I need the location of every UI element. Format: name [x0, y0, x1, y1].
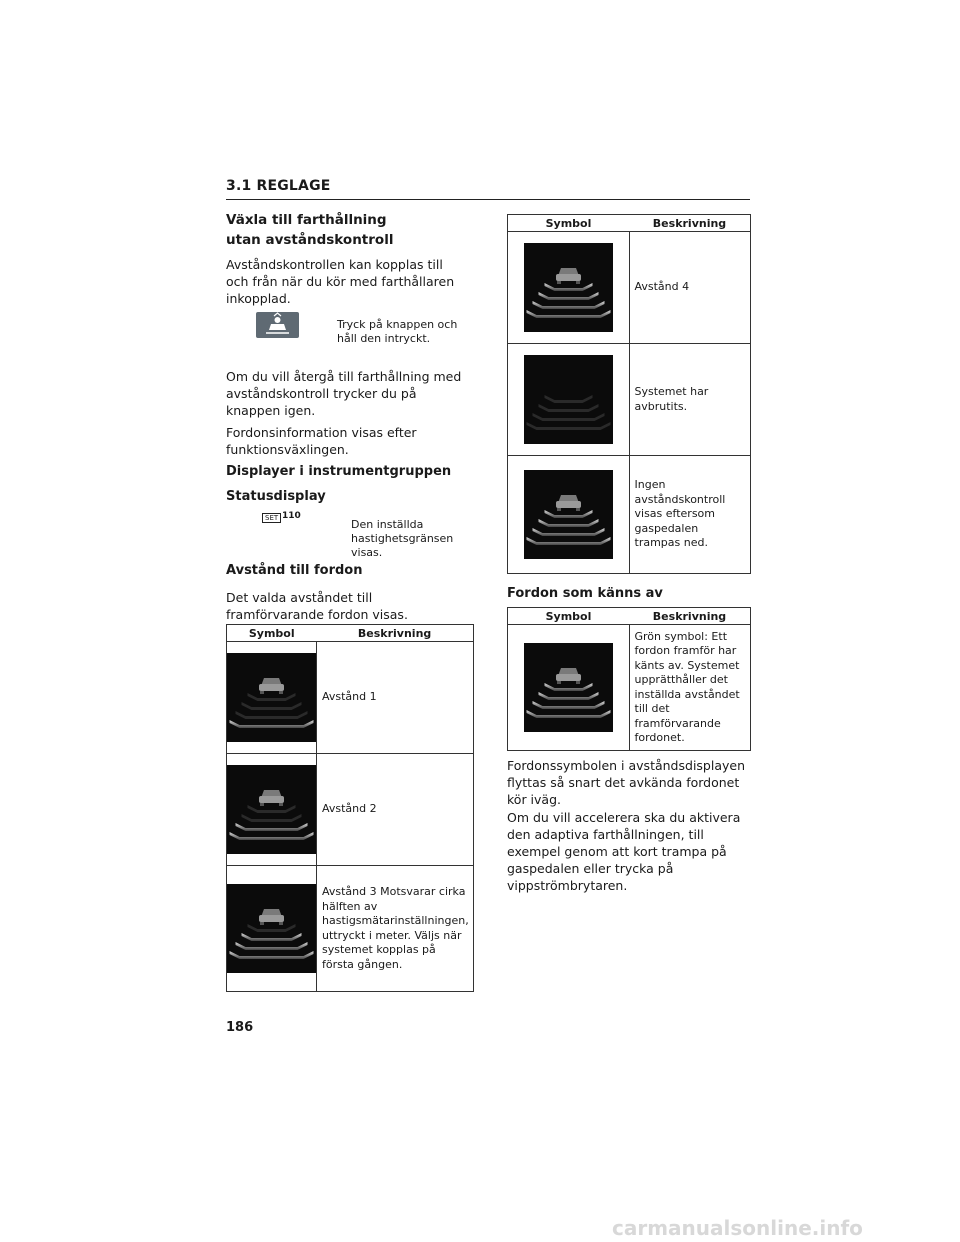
table-row — [227, 866, 474, 992]
heading-detected: Fordon som känns av — [507, 586, 663, 601]
distance-table-right — [507, 214, 751, 574]
status-desc: Den inställda hastighetsgränsen visas. — [351, 518, 454, 559]
distance-symbol-3 — [227, 884, 316, 973]
table-row — [227, 754, 474, 866]
distance-symbol-2 — [227, 765, 316, 854]
row-desc: Avstånd 1 — [317, 642, 474, 754]
section-header: 3.1 REGLAGE — [226, 178, 331, 194]
heading-displays: Displayer i instrumentgruppen — [226, 464, 452, 479]
row-desc: Grön symbol: Ett fordon framför har känts av. Systemet upprätthåller det inställda avståndet till det framförvarande fordonet. — [629, 625, 751, 751]
row-desc: Ingen avståndskontroll visas eftersom gaspedalen trampas ned. — [629, 456, 751, 574]
press-hold-text: Tryck på knappen och håll den intryckt. — [337, 318, 458, 345]
table-row — [508, 344, 751, 456]
row-desc: Systemet har avbrutits. — [629, 344, 751, 456]
row-desc: Avstånd 3 Motsvarar cirka hälften av hastigsmätarinställningen, uttryckt i meter. Väljs när systemet kopplas på första gången. — [317, 866, 474, 992]
col-symbol: Symbol — [227, 625, 317, 642]
page-number: 186 — [226, 1020, 254, 1035]
table-row — [508, 232, 751, 344]
heading-distance: Avstånd till fordon — [226, 563, 363, 578]
distance-button-icon — [256, 312, 299, 338]
distance-symbol-4 — [524, 243, 613, 332]
set-badge: SET — [262, 513, 281, 523]
para-moves: Fordonssymbolen i avståndsdisplayen flyttas så snart det avkända fordonet kör iväg. — [507, 758, 746, 807]
footer-watermark: carmanualsonline.info — [612, 1216, 863, 1240]
distance-symbol-aborted — [524, 355, 613, 444]
para-return: Om du vill återgå till farthållning med avståndskontroll trycker du på knappen igen. — [226, 369, 462, 418]
table-row — [508, 456, 751, 574]
para-accel: Om du vill accelerera ska du aktivera den adaptiva farthållningen, till exempel genom att kort trampa på gaspedalen eller trycka på vippströmbrytaren. — [507, 810, 741, 893]
heading-switch-cruise: Växla till farthållning utan avståndskontroll — [226, 212, 394, 248]
row-desc: Avstånd 2 — [317, 754, 474, 866]
para-switch: Avståndskontrollen kan kopplas till och från när du kör med farthållaren inkopplad. — [226, 257, 455, 306]
col-description: Beskrivning — [629, 608, 751, 625]
distance-table-left — [226, 624, 474, 992]
col-symbol: Symbol — [508, 215, 630, 232]
row-desc: Avstånd 4 — [629, 232, 751, 344]
detected-vehicle-symbol — [524, 643, 613, 732]
distance-symbol-overridden — [524, 470, 613, 559]
col-description: Beskrivning — [317, 625, 474, 642]
col-description: Beskrivning — [629, 215, 751, 232]
para-distance: Det valda avståndet till framförvarande fordon visas. — [226, 590, 408, 622]
detected-table — [507, 607, 751, 751]
table-row — [508, 625, 751, 751]
para-info: Fordonsinformation visas efter funktionsväxlingen. — [226, 425, 417, 457]
distance-symbol-1 — [227, 653, 316, 742]
col-symbol: Symbol — [508, 608, 630, 625]
set-speed-value: 110 — [282, 511, 301, 521]
header-rule — [226, 199, 750, 200]
table-row — [227, 642, 474, 754]
heading-status: Statusdisplay — [226, 489, 326, 504]
